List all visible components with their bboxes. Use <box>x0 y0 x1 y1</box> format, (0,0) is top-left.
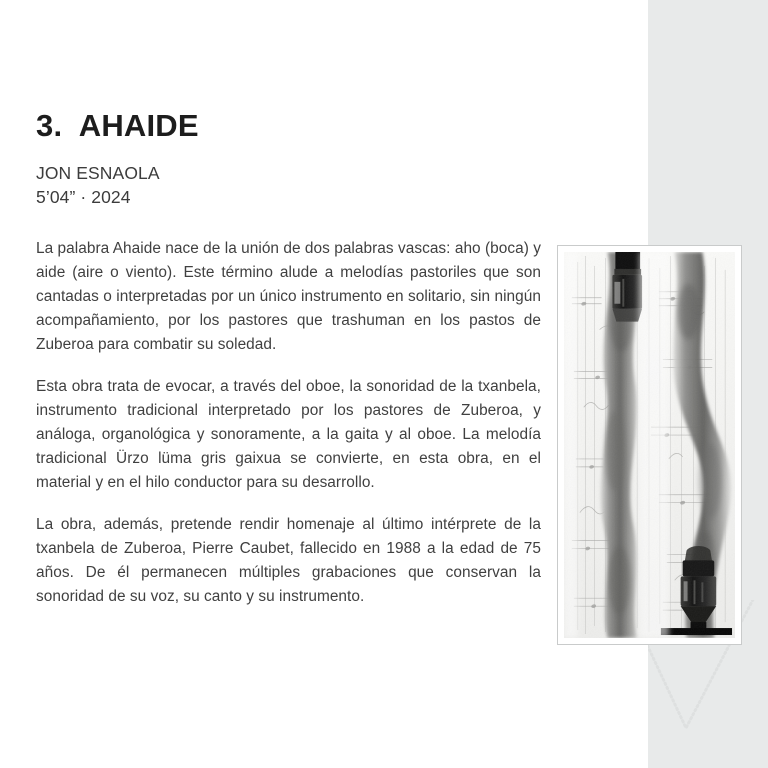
paragraph-2: Esta obra trata de evocar, a través del oboe, la sonoridad de la txanbela, instrumento tradicional interpretado por los pastores de Zuberoa, y análoga, organológica y sonoramente, a la gaita y al oboe. La melodía tradicional Ürzo lüma gris gaixua se convierte, en esta obra, en el material y en el hilo conductor para su desarrollo. <box>36 378 541 492</box>
page-title: 3. AHAIDE <box>36 108 199 143</box>
artwork-frame <box>557 245 742 645</box>
paragraph-3: La obra, además, pretende rendir homenaje al último intérprete de la txanbela de Zuberoa, Pierre Caubet, fallecido en 1988 a la edad de 75 años. De él permanecen múltiples grabaciones que conservan la sonoridad de su voz, su canto y su instrumento. <box>36 516 541 606</box>
text-column <box>36 0 541 609</box>
duration-and-year: 5’04” · 2024 <box>36 186 131 207</box>
composer-name: JON ESNAOLA <box>36 162 160 183</box>
paragraph-1: La palabra Ahaide nace de la unión de dos palabras vascas: aho (boca) y aide (aire o viento). Este término alude a melodías pastoriles que son cantadas o interpretadas por un único instrumento en solitario, sin ningún acompañamiento, por los pastores que trashuman en los pastos de Zuberoa para combatir su soledad. <box>36 239 541 353</box>
artwork-image <box>564 252 735 638</box>
program-note <box>36 209 541 609</box>
oboe-reeds-photo-icon <box>564 252 735 638</box>
